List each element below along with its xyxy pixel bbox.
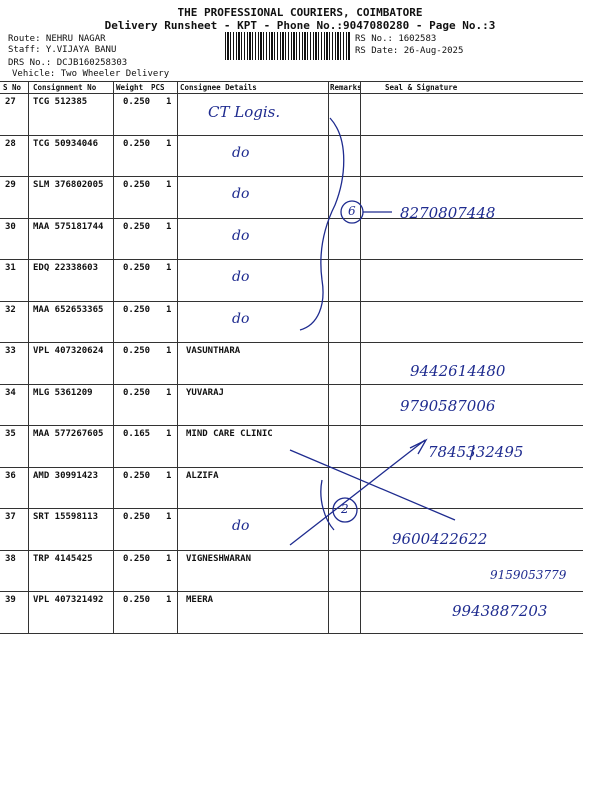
row-sno: 37 xyxy=(5,512,16,522)
row-weight: 0.250 xyxy=(123,97,151,107)
row-consignment-no: VPL 407321492 xyxy=(33,595,104,605)
row-weight: 0.250 xyxy=(123,512,151,522)
row-consignment-no: TRP 4145425 xyxy=(33,553,93,564)
row-consignment-no: MAA 577267605 xyxy=(33,429,104,439)
row-pcs: 1 xyxy=(166,221,172,232)
row-weight: 0.250 xyxy=(123,221,151,232)
row-consignment-no: MLG 5361209 xyxy=(33,387,93,398)
drs-label: DRS No.: DCJB160258303 xyxy=(8,58,128,68)
row-sno: 30 xyxy=(5,221,16,232)
row-sno: 32 xyxy=(5,304,16,315)
row-consignment-no: SRT 15598113 xyxy=(33,512,99,522)
row-consignee: YUVARAJ xyxy=(186,387,224,398)
col-weight: Weight xyxy=(116,83,144,92)
row-consignment-no: TCG 50934046 xyxy=(33,138,99,149)
row-pcs: 1 xyxy=(166,138,172,149)
row-weight: 0.250 xyxy=(123,346,151,356)
row-sno: 27 xyxy=(5,97,16,107)
row-weight: 0.250 xyxy=(123,138,151,149)
row-sno: 31 xyxy=(5,263,16,273)
staff-label: Staff: Y.VIJAYA BANU xyxy=(8,45,117,55)
row-consignment-no: TCG 512385 xyxy=(33,97,88,107)
row-consignee: MEERA xyxy=(186,595,214,605)
row-consignment-no: VPL 407320624 xyxy=(33,346,104,356)
circled-number-2: 2 xyxy=(341,502,349,516)
col-consignment: Consignment No xyxy=(33,83,97,92)
row-consignment-no: AMD 30991423 xyxy=(33,470,99,481)
row-consignment-no: MAA 575181744 xyxy=(33,221,104,232)
row-pcs: 1 xyxy=(166,553,172,564)
row-consignment-no: SLM 376802005 xyxy=(33,180,104,190)
row-sno: 34 xyxy=(5,387,16,398)
row-pcs: 1 xyxy=(166,346,172,356)
row-weight: 0.250 xyxy=(123,180,151,190)
row-weight: 0.250 xyxy=(123,263,151,273)
row-sno: 39 xyxy=(5,595,16,605)
row-consignee: VASUNTHARA xyxy=(186,346,241,356)
row-handwritten-consignee: do xyxy=(232,310,250,327)
rs-number: RS No.: 1602583 xyxy=(355,34,437,44)
row-consignee: VIGNESHWARAN xyxy=(186,553,252,564)
row-pcs: 1 xyxy=(166,180,172,190)
row-consignee: ALZIFA xyxy=(186,470,219,481)
row-consignment-no: MAA 652653365 xyxy=(33,304,104,315)
row-sno: 33 xyxy=(5,346,16,356)
signature-phone-34: 9790587006 xyxy=(400,397,496,415)
company-title: THE PROFESSIONAL COURIERS, COIMBATORE xyxy=(177,6,423,19)
signature-phone-39: 9943887203 xyxy=(452,602,548,620)
row-handwritten-consignee: do xyxy=(232,227,250,244)
signature-phone-38: 9159053779 xyxy=(490,568,567,582)
row-weight: 0.250 xyxy=(123,595,151,605)
row-pcs: 1 xyxy=(166,263,172,273)
row-pcs: 1 xyxy=(166,512,172,522)
row-handwritten-consignee: do xyxy=(232,186,250,202)
row-pcs: 1 xyxy=(166,429,172,439)
row-handwritten-consignee: do xyxy=(232,518,250,534)
rs-date: RS Date: 26-Aug-2025 xyxy=(355,46,464,56)
vehicle-label: Vehicle: Two Wheeler Delivery xyxy=(12,69,170,79)
row-handwritten-consignee: do xyxy=(232,144,250,161)
col-seal: Seal & Signature xyxy=(385,83,458,92)
row-sno: 38 xyxy=(5,553,16,564)
row-sno: 28 xyxy=(5,138,16,149)
runsheet-subtitle: Delivery Runsheet - KPT - Phone No.:9047080280 - Page No.:3 xyxy=(104,19,496,32)
route-label: Route: NEHRU NAGAR xyxy=(8,34,106,44)
row-sno: 35 xyxy=(5,429,16,439)
row-handwritten-consignee: CT Logis. xyxy=(208,103,281,121)
row-weight: 0.250 xyxy=(123,470,151,481)
row-consignee: MIND CARE CLINIC xyxy=(186,429,273,439)
row-sno: 29 xyxy=(5,180,16,190)
signature-phone-group: 8270807448 xyxy=(400,204,496,222)
row-consignment-no: EDQ 22338603 xyxy=(33,263,99,273)
row-pcs: 1 xyxy=(166,470,172,481)
col-sno: S No xyxy=(3,83,22,92)
col-pcs: PCS xyxy=(151,83,165,92)
signature-phone-37: 9600422622 xyxy=(392,530,488,548)
col-remarks: Remarks xyxy=(330,83,362,92)
row-sno: 36 xyxy=(5,470,16,481)
row-pcs: 1 xyxy=(166,595,172,605)
row-pcs: 1 xyxy=(166,387,172,398)
row-pcs: 1 xyxy=(166,97,172,107)
row-pcs: 1 xyxy=(166,304,172,315)
row-weight: 0.165 xyxy=(123,429,151,439)
row-weight: 0.250 xyxy=(123,304,151,315)
col-consignee: Consignee Details xyxy=(180,83,257,92)
row-handwritten-consignee: do xyxy=(232,269,250,285)
circled-number-6: 6 xyxy=(348,204,356,218)
signature-phone-33: 9442614480 xyxy=(410,362,506,380)
signature-phone-35: 7845332495 xyxy=(428,443,524,461)
row-weight: 0.250 xyxy=(123,553,151,564)
row-weight: 0.250 xyxy=(123,387,151,398)
